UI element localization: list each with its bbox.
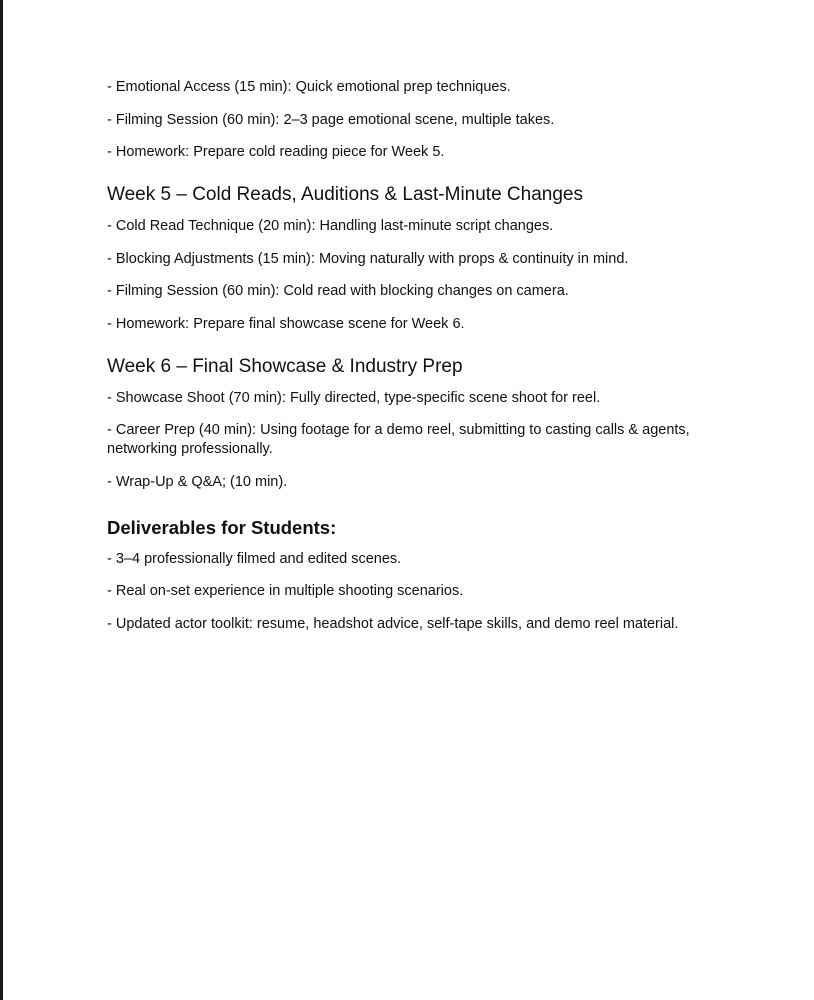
list-item: - Filming Session (60 min): Cold read with blocking changes on camera.	[107, 283, 569, 299]
page-left-border	[0, 0, 3, 1000]
list-item: - Career Prep (40 min): Using footage for a demo reel, submitting to casting calls & agents, networking professionally.	[107, 422, 690, 457]
list-item: - Updated actor toolkit: resume, headshot advice, self-tape skills, and demo reel material.	[107, 615, 679, 632]
list-item: - Blocking Adjustments (15 min): Moving naturally with props & continuity in mind.	[107, 250, 629, 267]
week6-heading: Week 6 – Final Showcase & Industry Prep	[107, 355, 463, 377]
list-item: - Cold Read Technique (20 min): Handling last-minute script changes.	[107, 218, 554, 234]
deliverables-heading: Deliverables for Students:	[107, 516, 337, 538]
week5-heading: Week 5 – Cold Reads, Auditions & Last-Minute Changes	[107, 184, 583, 205]
list-item: - 3–4 professionally filmed and edited scenes.	[107, 550, 402, 567]
list-item: - Homework: Prepare cold reading piece for Week 5.	[107, 144, 445, 160]
list-item: - Homework: Prepare final showcase scene for Week 6.	[107, 315, 465, 332]
document-page	[107, 78, 747, 634]
list-item: - Showcase Shoot (70 min): Fully directed, type-specific scene shoot for reel.	[107, 389, 601, 406]
list-item: - Real on-set experience in multiple shooting scenarios.	[107, 583, 464, 599]
list-item: - Emotional Access (15 min): Quick emotional prep techniques.	[107, 79, 511, 95]
list-item: - Wrap-Up & Q&A; (10 min).	[107, 473, 288, 490]
list-item: - Filming Session (60 min): 2–3 page emotional scene, multiple takes.	[107, 111, 555, 128]
